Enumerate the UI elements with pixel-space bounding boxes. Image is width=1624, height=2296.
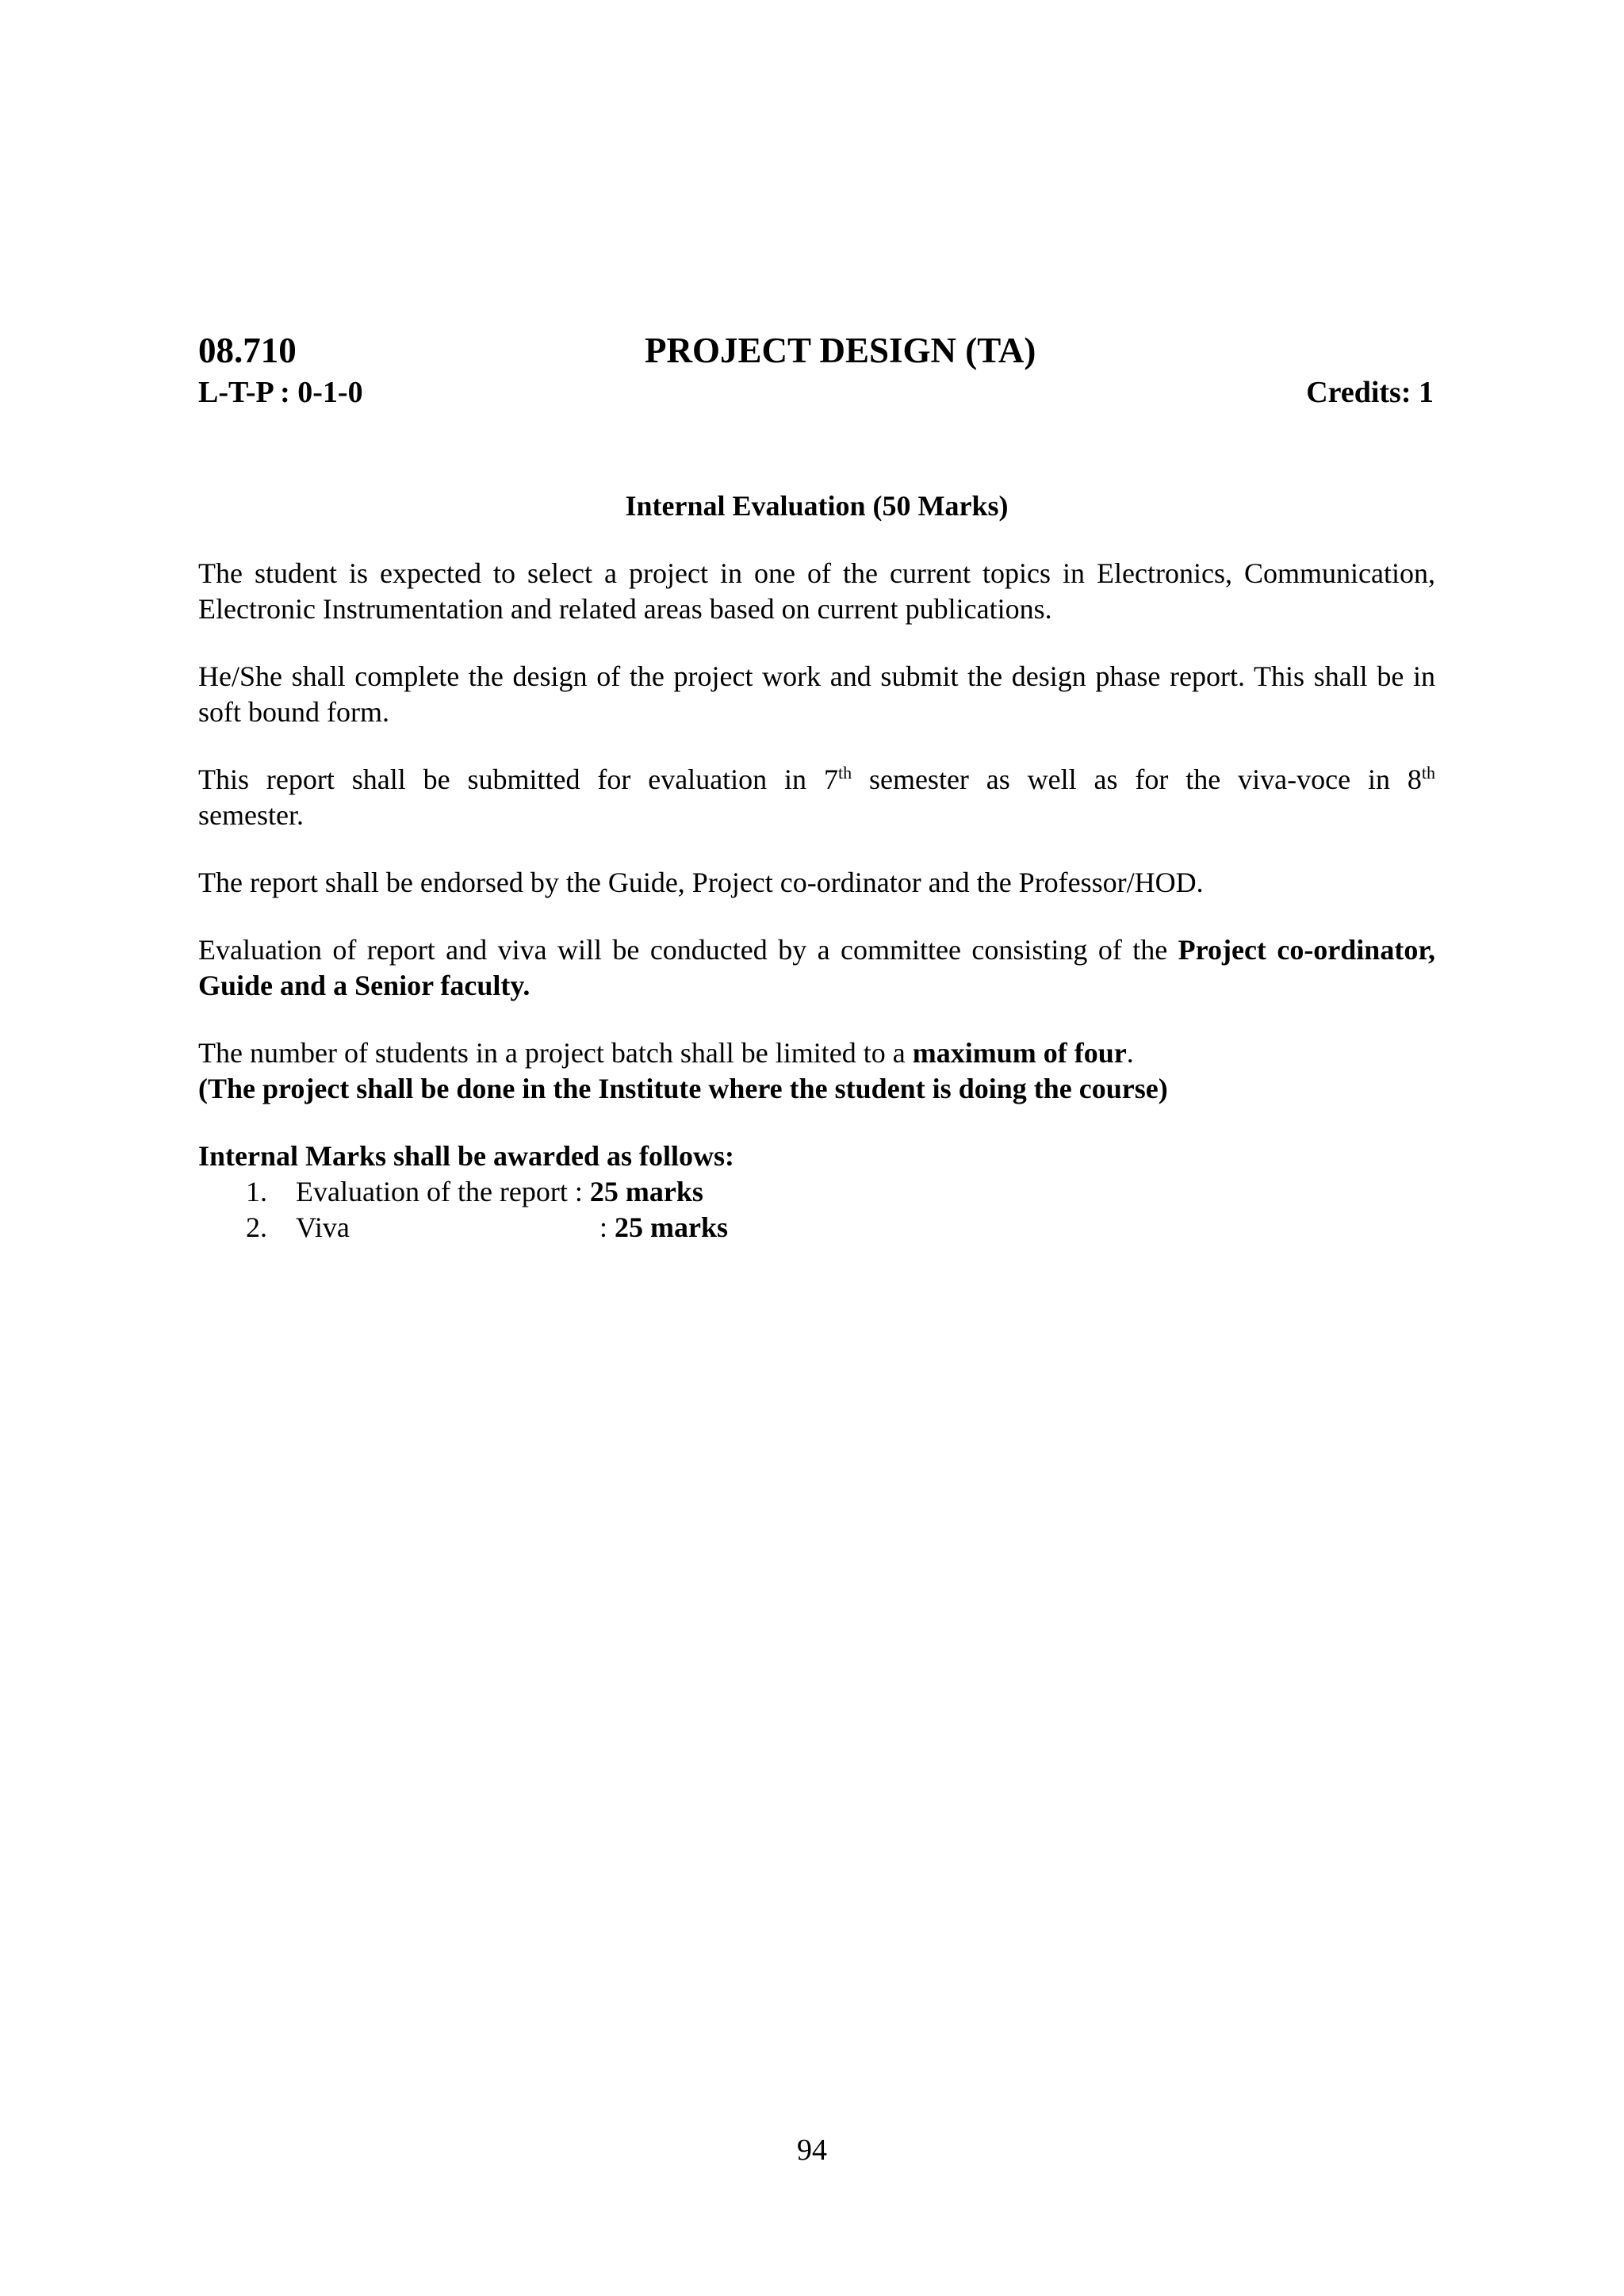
institute-note: (The project shall be done in the Institute where the student is doing the course) [198, 1073, 1168, 1104]
submission-line: This report shall be submitted for evaluation in 7th semester as well as for the viva-voce in 8th [198, 763, 1435, 795]
course-code: 08.710 [198, 331, 297, 370]
marks-heading: Internal Marks shall be awarded as follows: [198, 1140, 735, 1172]
submission-line-end: semester. [198, 799, 304, 831]
credits: Credits: 1 [1306, 376, 1434, 409]
committee-members: Project co-ordinator, Guide and a Senior faculty. [198, 934, 1435, 1001]
course-title: PROJECT DESIGN (TA) [645, 331, 1036, 370]
paragraph-submission [198, 762, 1435, 833]
paragraph-endorsement: The report shall be endorsed by the Guide, Project co-ordinator and the Professor/HOD. [198, 867, 1204, 898]
paragraph-committee: Evaluation of report and viva will be conducted by a committee consisting of the Project co-ordinator, Guide and a Senior faculty. [198, 934, 1435, 1001]
paragraph-batch-size: The number of students in a project batch shall be limited to a maximum of four. (The project shall be done in the Institute where the student is doing the course) [198, 1037, 1168, 1104]
max-students: maximum of four [912, 1037, 1127, 1069]
document-body [198, 488, 1435, 1246]
marks-list [198, 1174, 1435, 1246]
list-item: 2. Viva : 25 marks [246, 1211, 729, 1243]
list-item: 1. Evaluation of the report : 25 marks [246, 1176, 703, 1207]
paragraph-project-selection: The student is expected to select a project in one of the current topics in Electronics, Communication, Electronic Instrumentation and related areas based on current publications. [198, 557, 1435, 625]
ltp-hours: L-T-P : 0-1-0 [198, 376, 363, 409]
paragraph-design-report: He/She shall complete the design of the project work and submit the design phase report. This shall be in soft bound form. [198, 660, 1435, 728]
page-number: 94 [797, 2133, 827, 2167]
internal-evaluation-heading: Internal Evaluation (50 Marks) [625, 490, 1009, 522]
